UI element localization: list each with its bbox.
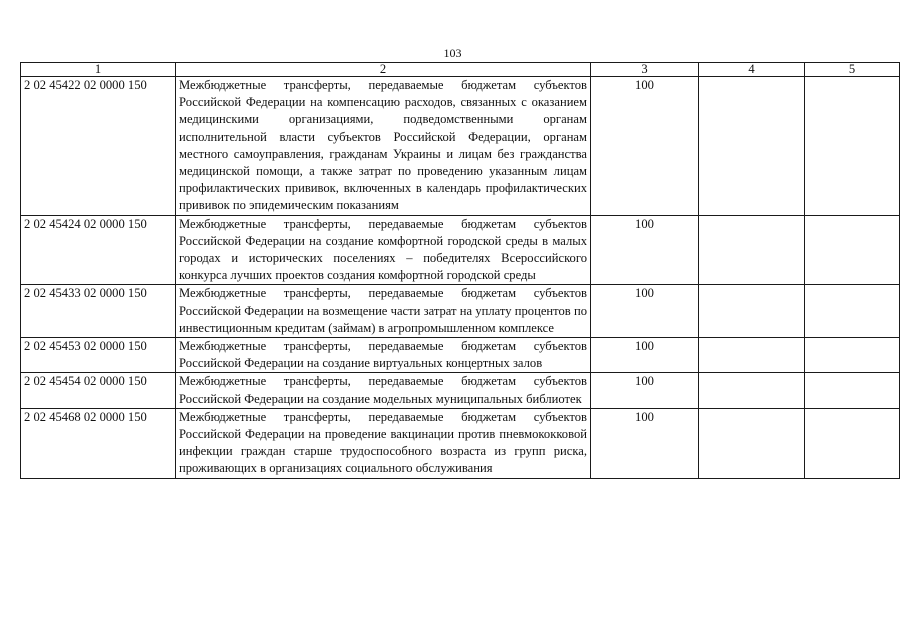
value-cell-col5 (805, 338, 900, 373)
column-header-5: 5 (805, 63, 900, 77)
budget-code-cell: 2 02 45422 02 0000 150 (21, 77, 176, 216)
column-header-3: 3 (591, 63, 699, 77)
description-cell: Межбюджетные трансферты, передаваемые бюджетам субъектов Российской Федерации на компенсацию расходов, связанных с оказанием медицинскими организациями, подведомственными органам исполнительной власти субъектов Российской Федерации, органам местного самоуправления, гражданам Украины и лицам без гражданства медицинской помощи, а также затрат по проведению указанным лицам профилактических прививок, включенных в календарь профилактических прививок по эпидемическим показаниям (176, 77, 591, 216)
value-cell-col4 (699, 77, 805, 216)
column-header-2: 2 (176, 63, 591, 77)
page-number: 103 (443, 46, 462, 60)
description-cell: Межбюджетные трансферты, передаваемые бюджетам субъектов Российской Федерации на возмещение части затрат на уплату процентов по инвестиционным кредитам (займам) в агропромышленном комплексе (176, 285, 591, 338)
budget-code-cell: 2 02 45424 02 0000 150 (21, 215, 176, 285)
budget-code-cell: 2 02 45453 02 0000 150 (21, 338, 176, 373)
budget-code-cell: 2 02 45454 02 0000 150 (21, 373, 176, 408)
value-cell-col4 (699, 373, 805, 408)
column-header-1: 1 (21, 63, 176, 77)
table-row (21, 285, 900, 338)
value-cell-col3: 100 (591, 373, 699, 408)
value-cell-col5 (805, 408, 900, 478)
value-cell-col3: 100 (591, 338, 699, 373)
budget-code-cell: 2 02 45468 02 0000 150 (21, 408, 176, 478)
value-cell-col4 (699, 215, 805, 285)
description-cell: Межбюджетные трансферты, передаваемые бюджетам субъектов Российской Федерации на создание комфортной городской среды в малых городах и исторических поселениях – победителях Всероссийского конкурса лучших проектов создания комфортной городской среды (176, 215, 591, 285)
value-cell-col4 (699, 408, 805, 478)
description-cell: Межбюджетные трансферты, передаваемые бюджетам субъектов Российской Федерации на проведение вакцинации против пневмококковой инфекции граждан старше трудоспособного возраста из групп риска, проживающих в организациях социального обслуживания (176, 408, 591, 478)
budget-table (20, 62, 900, 479)
column-header-4: 4 (699, 63, 805, 77)
description-cell: Межбюджетные трансферты, передаваемые бюджетам субъектов Российской Федерации на создание виртуальных концертных залов (176, 338, 591, 373)
value-cell-col5 (805, 285, 900, 338)
description-cell: Межбюджетные трансферты, передаваемые бюджетам субъектов Российской Федерации на создание модельных муниципальных библиотек (176, 373, 591, 408)
budget-code-cell: 2 02 45433 02 0000 150 (21, 285, 176, 338)
table-row (21, 408, 900, 478)
table-row (21, 215, 900, 285)
value-cell-col5 (805, 215, 900, 285)
value-cell-col3: 100 (591, 285, 699, 338)
value-cell-col5 (805, 77, 900, 216)
table-header-row (21, 63, 900, 77)
table-row (21, 373, 900, 408)
value-cell-col4 (699, 338, 805, 373)
value-cell-col3: 100 (591, 215, 699, 285)
value-cell-col3: 100 (591, 408, 699, 478)
value-cell-col4 (699, 285, 805, 338)
table-row (21, 338, 900, 373)
value-cell-col3: 100 (591, 77, 699, 216)
table-row (21, 77, 900, 216)
value-cell-col5 (805, 373, 900, 408)
